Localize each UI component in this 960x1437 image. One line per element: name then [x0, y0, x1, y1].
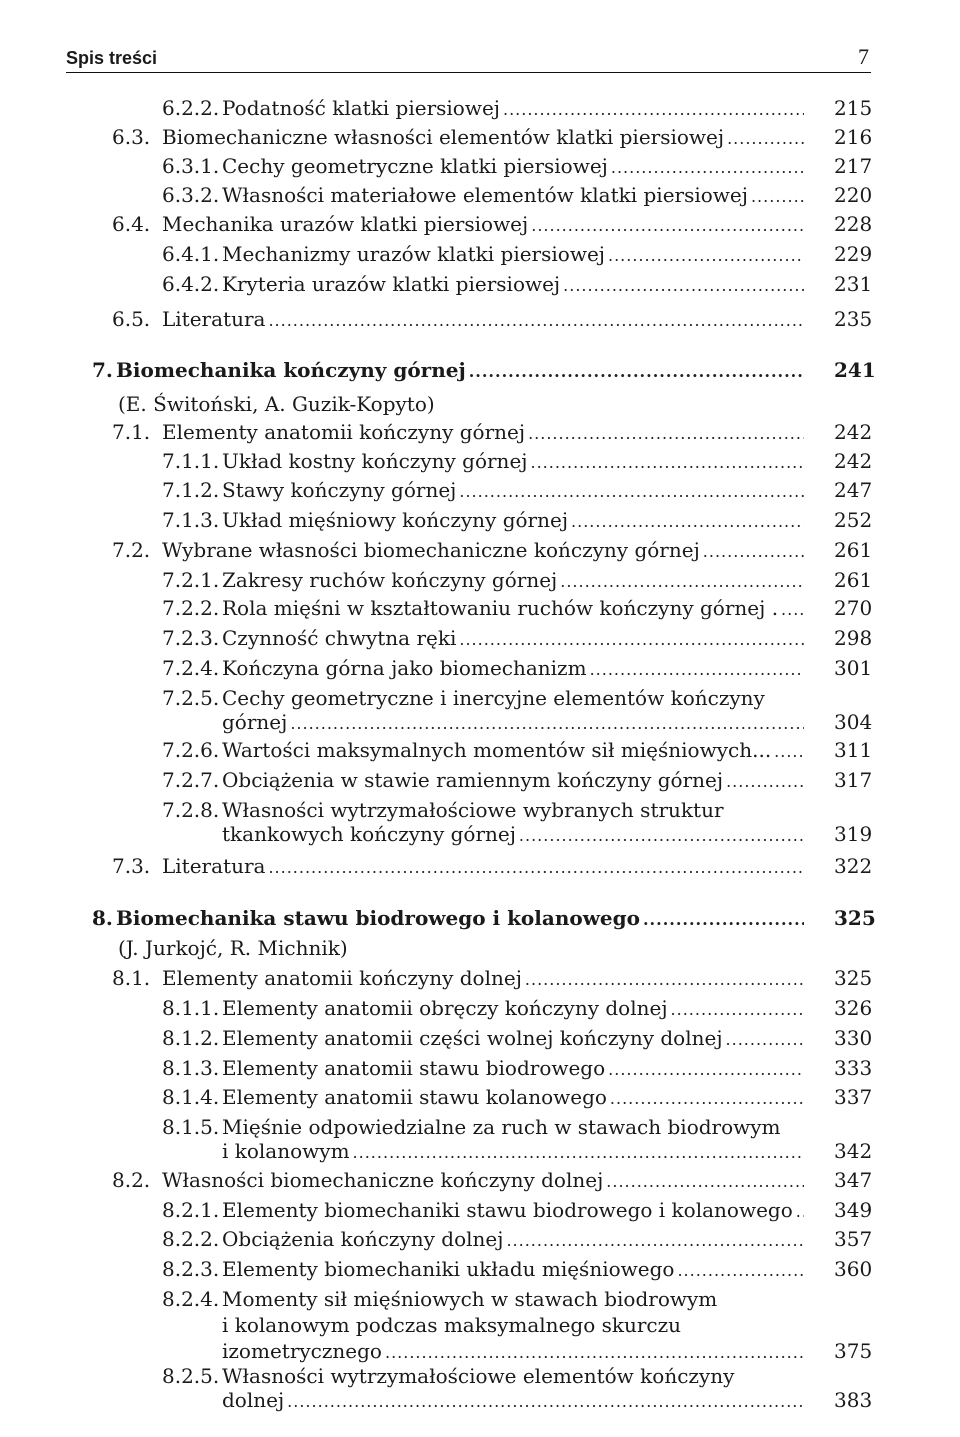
- leader-dots: [751, 183, 804, 211]
- toc-entry-title: tkankowych kończyny górnej: [222, 822, 516, 846]
- leader-dots: [606, 1168, 804, 1196]
- toc-page-number[interactable]: 301: [834, 656, 873, 680]
- toc-entry-title: Elementy anatomii stawu biodrowego: [222, 1056, 606, 1080]
- toc-entry-title: Zakresy ruchów kończyny górnej: [222, 568, 558, 592]
- toc-entry[interactable]: [162, 270, 808, 298]
- leader-dots: [287, 1388, 804, 1416]
- toc-entry-title: Elementy biomechaniki układu mięśniowego: [222, 1257, 675, 1281]
- leader-dots: [519, 822, 804, 850]
- toc-page-number[interactable]: 375: [834, 1339, 873, 1363]
- leader-dots: [703, 538, 804, 566]
- leader-dots: [726, 1026, 804, 1054]
- leader-dots: [469, 358, 804, 386]
- toc-page-number[interactable]: 304: [834, 710, 873, 734]
- header-title: Spis treści: [66, 48, 158, 68]
- toc-page-number[interactable]: 261: [834, 538, 873, 562]
- toc-entry-title: górnej: [222, 710, 288, 734]
- toc-entry-number: 8.1.: [112, 966, 151, 990]
- toc-page-number[interactable]: 330: [834, 1026, 873, 1050]
- leader-dots: [290, 710, 804, 738]
- toc-entry-title: Mechanizmy urazów klatki piersiowej: [222, 242, 605, 266]
- toc-entry[interactable]: [112, 418, 808, 446]
- toc-page-number[interactable]: 333: [834, 1056, 873, 1080]
- leader-dots: [459, 478, 804, 506]
- toc-page-number[interactable]: 252: [834, 508, 873, 532]
- toc-entry[interactable]: [162, 994, 808, 1022]
- toc-entry-number: 8.1.1.: [162, 996, 220, 1020]
- toc-entry-number: 7.: [92, 358, 113, 382]
- leader-dots: [781, 596, 804, 624]
- leader-dots: [610, 1085, 804, 1113]
- toc-page-number[interactable]: 235: [834, 307, 873, 331]
- toc-entry-title: Stawy kończyny górnej: [222, 478, 457, 502]
- toc-entry[interactable]: [162, 152, 808, 180]
- toc-entry-title: Kryteria urazów klatki piersiowej: [222, 272, 561, 296]
- leader-dots: [459, 626, 804, 654]
- toc-page-number[interactable]: 241: [834, 358, 876, 382]
- toc-entry[interactable]: [112, 210, 808, 238]
- toc-page-number[interactable]: 228: [834, 212, 873, 236]
- toc-entry-title: Czynność chwytna ręki: [222, 626, 457, 650]
- leader-dots: [525, 966, 804, 994]
- toc-page-number[interactable]: 311: [834, 738, 873, 762]
- toc-entry-number: 7.1.3.: [162, 508, 220, 532]
- toc-entry-title: Układ kostny kończyny górnej: [222, 449, 528, 473]
- toc-entry-number: 7.2.6.: [162, 738, 220, 762]
- toc-entry-title: Elementy anatomii stawu kolanowego: [222, 1085, 607, 1109]
- toc-entry[interactable]: [162, 796, 808, 848]
- toc-entry[interactable]: [112, 536, 808, 564]
- toc-entry-title: Własności biomechaniczne kończyny dolnej: [162, 1168, 604, 1192]
- toc-entry[interactable]: [162, 1255, 808, 1283]
- toc-entry[interactable]: [112, 964, 808, 992]
- toc-page-number[interactable]: 360: [834, 1257, 873, 1281]
- toc-entry-number: 8.2.3.: [162, 1257, 220, 1281]
- toc-entry-number: 7.3.: [112, 854, 151, 878]
- toc-page-number[interactable]: 325: [834, 906, 876, 930]
- toc-entry-title: Literatura: [162, 307, 266, 331]
- toc-entry-title: Biomechaniczne własności elementów klatki piersiowej: [162, 125, 725, 149]
- authors-ch7: (E. Świtoński, A. Guzik-Kopyto): [118, 392, 435, 416]
- toc-page-number[interactable]: 322: [834, 854, 873, 878]
- leader-dots: [611, 154, 804, 182]
- toc-entry[interactable]: [162, 1285, 808, 1365]
- leader-dots: [643, 906, 804, 934]
- toc-entry[interactable]: [112, 852, 808, 880]
- toc-entry-number: 8.1.5.: [162, 1115, 220, 1139]
- toc-entry[interactable]: [162, 447, 808, 475]
- leader-dots: [726, 768, 804, 796]
- toc-entry-number: 8.2.1.: [162, 1198, 220, 1222]
- toc-entry-title: Obciążenia kończyny dolnej: [222, 1227, 504, 1251]
- toc-entry-title: Własności materiałowe elementów klatki piersiowej: [222, 183, 748, 207]
- toc-page-number[interactable]: 347: [834, 1168, 873, 1192]
- toc-entry[interactable]: [162, 181, 808, 209]
- toc-entry-title: Podatność klatki piersiowej: [222, 96, 500, 120]
- toc-entry[interactable]: [162, 240, 808, 268]
- toc-entry[interactable]: [162, 1083, 808, 1111]
- toc-entry-title: Mięśnie odpowiedzialne za ruch w stawach biodrowym: [222, 1115, 781, 1139]
- toc-entry-number: 7.1.: [112, 420, 151, 444]
- toc-entry-number: 7.2.2.: [162, 596, 220, 620]
- leader-dots: [268, 854, 804, 882]
- toc-entry[interactable]: [162, 624, 808, 652]
- toc-page-number[interactable]: 220: [834, 183, 873, 207]
- toc-entry-title: Obciążenia w stawie ramiennym kończyny górnej: [222, 768, 724, 792]
- toc-entry-number: 8.2.2.: [162, 1227, 220, 1251]
- toc-page-number[interactable]: 229: [834, 242, 873, 266]
- toc-page-number[interactable]: 349: [834, 1198, 873, 1222]
- leader-dots: [774, 738, 804, 766]
- toc-entry-title: Rola mięśni w kształtowaniu ruchów kończyny górnej .: [222, 596, 779, 620]
- toc-entry-number: 6.3.2.: [162, 183, 220, 207]
- toc-entry-title: Własności wytrzymałościowe elementów kończyny: [222, 1364, 735, 1388]
- toc-entry-title: Kończyna górna jako biomechanizm: [222, 656, 587, 680]
- toc-entry-title: i kolanowym podczas maksymalnego skurczu: [222, 1313, 682, 1337]
- toc-entry-title: Elementy anatomii obręczy kończyny dolnej: [222, 996, 668, 1020]
- toc-entry-number: 6.5.: [112, 307, 151, 331]
- leader-dots: [528, 420, 804, 448]
- toc-page-number[interactable]: 317: [834, 768, 873, 792]
- toc-entry[interactable]: [162, 1054, 808, 1082]
- toc-page-number[interactable]: 242: [834, 420, 873, 444]
- toc-page-number[interactable]: 357: [834, 1227, 873, 1251]
- toc-page-number[interactable]: 261: [834, 568, 873, 592]
- toc-entry[interactable]: [112, 1166, 808, 1194]
- toc-page-number[interactable]: 383: [834, 1388, 873, 1412]
- leader-dots: [506, 1227, 804, 1255]
- toc-entry-number: 8.: [92, 906, 113, 930]
- toc-entry-number: 6.2.2.: [162, 96, 220, 120]
- toc-entry-title: Wartości maksymalnych momentów sił mięśniowych...: [222, 738, 772, 762]
- toc-entry-number: 7.2.1.: [162, 568, 220, 592]
- toc-page-number[interactable]: 247: [834, 478, 873, 502]
- toc-entry[interactable]: [162, 766, 808, 794]
- leader-dots: [560, 568, 804, 596]
- toc-entry-number: 7.1.2.: [162, 478, 220, 502]
- toc-page-number[interactable]: 216: [834, 125, 873, 149]
- toc-page-number[interactable]: 231: [834, 272, 873, 296]
- header-page-number: 7: [858, 44, 869, 69]
- toc-entry-number: 7.2.4.: [162, 656, 220, 680]
- toc-entry-title: Wybrane własności biomechaniczne kończyny górnej: [162, 538, 700, 562]
- toc-page-number[interactable]: 326: [834, 996, 873, 1020]
- toc-entry-title: dolnej: [222, 1388, 285, 1412]
- toc-page-number[interactable]: 215: [834, 96, 873, 120]
- toc-page-number[interactable]: 298: [834, 626, 873, 650]
- toc-entry[interactable]: [162, 506, 808, 534]
- authors-ch8: (J. Jurkojć, R. Michnik): [118, 936, 348, 960]
- toc-entry-number: 8.1.4.: [162, 1085, 220, 1109]
- toc-entry[interactable]: [162, 94, 808, 122]
- toc-entry-title: Momenty sił mięśniowych w stawach biodrowym: [222, 1287, 718, 1311]
- toc-chapter-entry[interactable]: [92, 904, 808, 932]
- leader-dots: [353, 1139, 804, 1167]
- toc-entry-title: Literatura: [162, 854, 266, 878]
- toc-entry-title: Biomechanika kończyny górnej: [116, 358, 466, 382]
- toc-entry-number: 7.2.: [112, 538, 151, 562]
- toc-entry-title: Elementy anatomii kończyny górnej: [162, 420, 526, 444]
- toc-entry-title: Biomechanika stawu biodrowego i kolanowego: [116, 906, 640, 930]
- toc-entry-number: 6.4.1.: [162, 242, 220, 266]
- toc-entry-title: Układ mięśniowy kończyny górnej: [222, 508, 569, 532]
- toc-entry-title: i kolanowym: [222, 1139, 350, 1163]
- toc-entry-number: 8.1.3.: [162, 1056, 220, 1080]
- toc-page-number[interactable]: 337: [834, 1085, 873, 1109]
- toc-page-number[interactable]: 319: [834, 822, 873, 846]
- toc-entry-number: 6.3.1.: [162, 154, 220, 178]
- toc-entry-title: Mechanika urazów klatki piersiowej: [162, 212, 529, 236]
- toc-entry-number: 6.4.2.: [162, 272, 220, 296]
- toc-entry-title: Własności wytrzymałościowe wybranych struktur: [222, 798, 724, 822]
- toc-entry-number: 6.3.: [112, 125, 151, 149]
- leader-dots: [530, 449, 804, 477]
- toc-page-number[interactable]: 325: [834, 966, 873, 990]
- leader-dots: [571, 508, 804, 536]
- toc-entry-number: 7.2.3.: [162, 626, 220, 650]
- toc-page-number[interactable]: 217: [834, 154, 873, 178]
- toc-entry-number: 7.2.5.: [162, 686, 220, 710]
- toc-entry-number: 8.2.5.: [162, 1364, 220, 1388]
- toc-entry-number: 8.2.4.: [162, 1287, 220, 1311]
- toc-entry-number: 8.2.: [112, 1168, 151, 1192]
- leader-dots: [268, 307, 804, 335]
- leader-dots: [671, 996, 804, 1024]
- leader-dots: [590, 656, 804, 684]
- toc-entry-number: 7.2.8.: [162, 798, 220, 822]
- toc-entry[interactable]: [162, 1225, 808, 1253]
- toc-entry-title: Elementy biomechaniki stawu biodrowego i kolanowego: [222, 1198, 793, 1222]
- toc-entry[interactable]: [162, 1196, 808, 1224]
- toc-page-number[interactable]: 242: [834, 449, 873, 473]
- toc-entry-number: 6.4.: [112, 212, 151, 236]
- running-header: [66, 44, 871, 73]
- toc-entry[interactable]: [112, 305, 808, 333]
- toc-entry-number: 8.1.2.: [162, 1026, 220, 1050]
- toc-entry-title: Elementy anatomii kończyny dolnej: [162, 966, 522, 990]
- leader-dots: [531, 212, 804, 240]
- leader-dots: [796, 1198, 804, 1226]
- toc-page-number[interactable]: 270: [834, 596, 873, 620]
- leader-dots: [608, 242, 804, 270]
- toc-entry[interactable]: [162, 476, 808, 504]
- toc-entry[interactable]: [162, 684, 808, 736]
- toc-entry[interactable]: [162, 1024, 808, 1052]
- toc-entry[interactable]: [162, 566, 808, 594]
- leader-dots: [677, 1257, 804, 1285]
- leader-dots: [608, 1056, 804, 1084]
- leader-dots: [503, 96, 804, 124]
- toc-entry[interactable]: [162, 1113, 808, 1165]
- toc-entry[interactable]: [162, 1362, 808, 1414]
- toc-entry[interactable]: [162, 736, 808, 764]
- toc-entry[interactable]: [112, 123, 808, 151]
- toc-entry[interactable]: [162, 594, 808, 622]
- toc-entry-title: Cechy geometryczne klatki piersiowej: [222, 154, 608, 178]
- toc-entry-title: izometrycznego: [222, 1339, 382, 1363]
- leader-dots: [727, 125, 804, 153]
- toc-entry-title: Elementy anatomii części wolnej kończyny dolnej: [222, 1026, 723, 1050]
- toc-page-number[interactable]: 342: [834, 1139, 873, 1163]
- toc-entry-number: 7.1.1.: [162, 449, 220, 473]
- toc-entry-number: 7.2.7.: [162, 768, 220, 792]
- toc-entry-title: Cechy geometryczne i inercyjne elementów kończyny: [222, 686, 765, 710]
- toc-entry[interactable]: [162, 654, 808, 682]
- toc-chapter-entry[interactable]: [92, 356, 808, 384]
- leader-dots: [563, 272, 804, 300]
